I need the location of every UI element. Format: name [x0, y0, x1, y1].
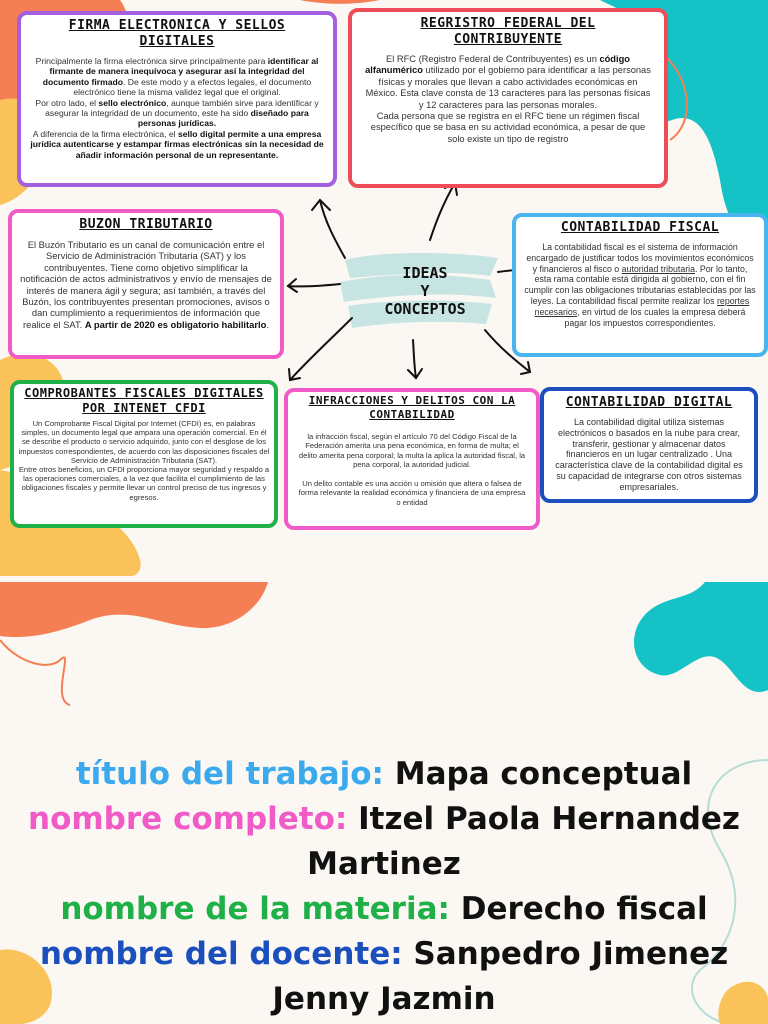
contabilidad-digital-box: [540, 387, 758, 503]
firma-title: FIRMA ELECTRONICA Y SELLOS DIGITALES: [68, 18, 286, 49]
contabilidad-fiscal-box: [512, 213, 768, 357]
contfis-title: CONTABILIDAD FISCAL: [560, 220, 720, 235]
center-line-1: IDEAS: [402, 264, 448, 282]
buzon-title: BUZON TRIBUTARIO: [79, 217, 213, 232]
cover-info: [0, 752, 768, 1022]
titulo-line: título del trabajo: Mapa conceptual: [75, 756, 693, 792]
docente-line: nombre del docente: Sanpedro Jimenez: [39, 936, 729, 972]
rfc-box: [348, 8, 668, 188]
cfdi-box: [10, 380, 278, 528]
contdig-title: CONTABILIDAD DIGITAL: [565, 395, 733, 410]
center-line-2: Y: [420, 282, 430, 300]
infra-title: INFRACCIONES Y DELITOS CON LA CONTABILIDAD: [308, 394, 516, 421]
nombre-line-2: Martinez: [307, 846, 461, 882]
rfc-title: REGRISTRO FEDERAL DEL CONTRIBUYENTE: [420, 16, 596, 47]
contfis-text: La contabilidad fiscal es el sistema de información encargado de justificar todos los movimientos económicos y financieros al fisco o autoridad tributaria. Por lo tanto, esta rama contable está dirigida al gobierno, con el fin cumplir con las obligaciones tributarias establecidas por las leyes. La contabilidad fiscal permite realizar los reportes necesarios, en virtud de los cuales la empresa deberá pagar los impuestos correspondientes.: [524, 242, 756, 328]
buzon-tributario-box: [8, 209, 284, 359]
firma-electronica-box: [17, 11, 337, 187]
materia-line: nombre de la materia: Derecho fiscal: [60, 891, 708, 927]
firma-text: Principalmente la firma electrónica sirve principalmente para identificar al firmante de manera inequívoca y asegurar así la integridad del documento firmado. De este modo y a efectos legales, el documento electrónico tiene la misma validez legal que el original. Por otro lado, el sello electrónico, aunque también sirve para identificar y asegurar la integridad de un documento, este ha sido diseñado para personas jurídicas. A diferencia de la firma electrónica, el sello digital permite a una empresa jurídica autenticarse y estampar firmas electrónicas sin la necesidad de añadir información personal de un representante.: [30, 56, 324, 160]
cfdi-title: COMPROBANTES FISCALES DIGITALES POR INTENET CFDI: [24, 386, 264, 415]
center-line-3: CONCEPTOS: [384, 300, 466, 318]
contdig-text: La contabilidad digital utiliza sistemas electrónicos o basados en la nube para crear, transferir, gestionar y almacenar datos financieros en un lugar centralizado . Una característica clave de la contabilidad digital es su capacidad de integrarse con otros sistemas empresariales.: [555, 417, 743, 492]
docente-line-2: Jenny Jazmin: [272, 981, 496, 1017]
cfdi-text: Un Comprobante Fiscal Digital por Internet (CFDI) es, en palabras simples, un documento legal que ampara una operación comercial. En él se describe el producto o servicio adquirido, junto con el desglose de los impuestos correspondientes, de acuerdo con las disposiciones fiscales del Servicio de Administración Tributaria (SAT). Entre otros beneficios, un CFDI proporciona mayor seguridad y respaldo a las operaciones comerciales, a la vez que facilita el cumplimiento de las obligaciones fiscales y permite llevar un control preciso de tus ingresos y egresos.: [18, 419, 270, 502]
infracciones-box: [284, 388, 540, 530]
buzon-text: El Buzón Tributario es un canal de comunicación entre el Servicio de Administración Tributaria (SAT) y los contribuyentes. Tiene como objetivo simplificar la notificación de actos administrativos y envío de mensajes de interés de manera ágil y segura; así también, a través del Buzón, los contribuyentes presentan promociones, avisos o dan cumplimiento a requerimientos de información que realice el SAT. A partir de 2020 es obligatorio habilitarlo.: [20, 239, 272, 330]
nombre-line: nombre completo: Itzel Paola Hernandez: [28, 801, 740, 837]
rfc-text: El RFC (Registro Federal de Contribuyentes) es un código alfanumérico utilizado por el gobierno para identificar a las personas físicas y morales que llevan a cabo actividades económicas en México. Esta clave consta de 13 caracteres para las personas físicas y 12 caracteres para las personas morales. Cada persona que se registra en el RFC tiene un régimen fiscal específico que se basa en su actividad económica, a pesar de que solo existe un tipo de registro: [365, 54, 651, 144]
infra-text: la infracción fiscal, según el artículo 70 del Código Fiscal de la Federación amerita una pena económica, en forma de multa; el delito amerita pena corporal; la multa la aplica la autoridad fiscal, la pena corporal, la autoridad judicial. Un delito contable es una acción u omisión que altera o falsea de forma relevante la realidad económica y financiera de una empresa o entidad: [298, 432, 526, 507]
